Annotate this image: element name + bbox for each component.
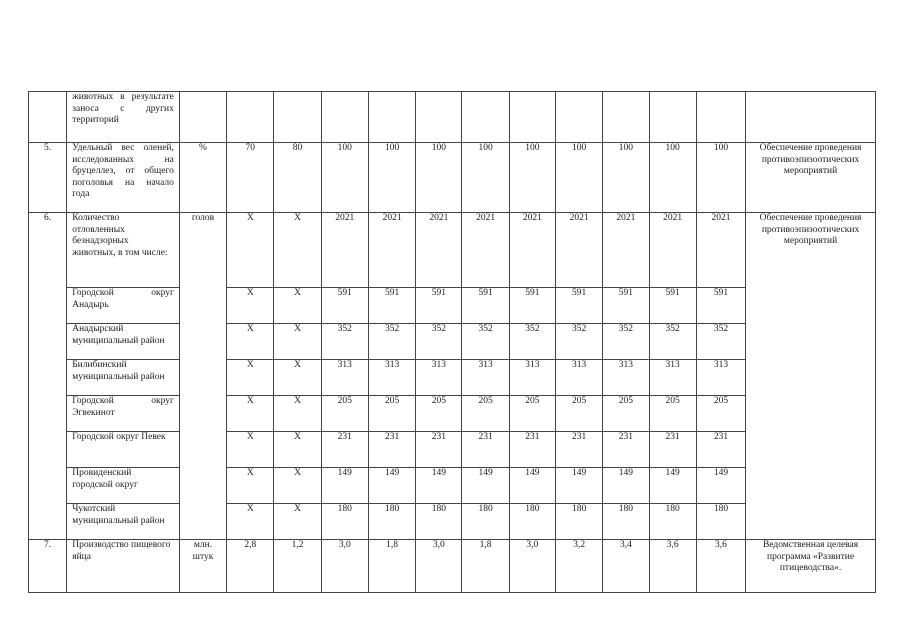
value-cell: 205: [556, 396, 603, 432]
value-cell: 2021: [321, 213, 368, 288]
value-cell: 2021: [462, 213, 509, 288]
district-name: Анадырский муниципальный район: [67, 324, 180, 360]
value-cell: 149: [368, 468, 415, 504]
value-cell: 352: [416, 324, 462, 360]
value-cell: Х: [227, 432, 274, 468]
value-cell: 205: [649, 396, 696, 432]
value-cell: 352: [509, 324, 555, 360]
value-cell: 313: [556, 360, 603, 396]
value-cell: 231: [321, 432, 368, 468]
value-cell: Х: [274, 360, 321, 396]
value-cell: 591: [368, 288, 415, 324]
value-cell: 231: [556, 432, 603, 468]
value-cell: 205: [368, 396, 415, 432]
value-cell: Х: [274, 504, 321, 540]
value-cell: Х: [274, 468, 321, 504]
value-cell: 100: [321, 143, 368, 213]
value-cell: 100: [368, 143, 415, 213]
value-cell: 180: [509, 504, 555, 540]
district-name: Городской округ Анадырь: [67, 288, 180, 324]
indicators-table: [28, 91, 876, 593]
value-cell: 352: [696, 324, 745, 360]
value-cell: 1,8: [368, 540, 415, 593]
value-cell: 352: [603, 324, 649, 360]
value-cell: 2021: [368, 213, 415, 288]
value-cell: Х: [227, 324, 274, 360]
unit-cell: [179, 92, 226, 143]
value-cell: 591: [321, 288, 368, 324]
value-cell: 205: [462, 396, 509, 432]
value-cell: 70: [227, 143, 274, 213]
value-cell: 231: [509, 432, 555, 468]
district-name: Провиденский городской округ: [67, 468, 180, 504]
value-cell: 2021: [603, 213, 649, 288]
value-cell: 231: [368, 432, 415, 468]
value-cell: 591: [603, 288, 649, 324]
value-cell: Х: [227, 396, 274, 432]
unit: голов: [179, 213, 226, 540]
value-cell: 313: [368, 360, 415, 396]
value-cell: 205: [603, 396, 649, 432]
value-cell: 2021: [509, 213, 555, 288]
value-cell: 2021: [649, 213, 696, 288]
value-cell: 180: [556, 504, 603, 540]
note: Обеспечение проведения противоэпизоотических мероприятий: [746, 143, 876, 213]
value-cell: 313: [462, 360, 509, 396]
value-cell: 313: [649, 360, 696, 396]
indicator-name: Удельный вес оленей, исследованных на бруцеллез, от общего поголовья на начало года: [67, 143, 180, 213]
table-row-6: [29, 213, 876, 288]
value-cell: 591: [649, 288, 696, 324]
value-cell: 205: [321, 396, 368, 432]
table-row-7: [29, 540, 876, 593]
value-cell: 2021: [696, 213, 745, 288]
value-cell: 313: [321, 360, 368, 396]
value-cell: 1,2: [274, 540, 321, 593]
value-cell: 352: [462, 324, 509, 360]
value-cell: 231: [462, 432, 509, 468]
value-cell: Х: [227, 213, 274, 288]
value-cell: 2,8: [227, 540, 274, 593]
value-cell: 100: [603, 143, 649, 213]
unit: %: [179, 143, 226, 213]
value-cell: 591: [509, 288, 555, 324]
value-cell: 100: [462, 143, 509, 213]
value-cell: Х: [227, 504, 274, 540]
value-cell: 149: [462, 468, 509, 504]
value-cell: 591: [416, 288, 462, 324]
district-name: Билибинский муниципальный район: [67, 360, 180, 396]
value-cell: 205: [509, 396, 555, 432]
value-cell: 231: [416, 432, 462, 468]
value-cell: 205: [416, 396, 462, 432]
value-cell: 149: [696, 468, 745, 504]
value-cell: 3,0: [509, 540, 555, 593]
value-cell: 231: [603, 432, 649, 468]
unit: млн. штук: [179, 540, 226, 593]
value-cell: 149: [509, 468, 555, 504]
row-number: 6.: [29, 213, 67, 540]
value-cell: 3,0: [321, 540, 368, 593]
note: Обеспечение проведения противоэпизоотических мероприятий: [746, 213, 876, 540]
note-cell: [746, 92, 876, 143]
value-cell: 352: [649, 324, 696, 360]
indicator-name-cell: животных в результате заноса с других территорий: [67, 92, 180, 143]
value-cell: 149: [603, 468, 649, 504]
value-cell: 313: [603, 360, 649, 396]
value-cell: 180: [603, 504, 649, 540]
district-name: Городской округ Эгвекинот: [67, 396, 180, 432]
indicator-name: Производство пищевого яйца: [67, 540, 180, 593]
row-number: 5.: [29, 143, 67, 213]
value-cell: 591: [556, 288, 603, 324]
value-cell: 3,0: [416, 540, 462, 593]
value-cell: 591: [462, 288, 509, 324]
value-cell: 2021: [556, 213, 603, 288]
value-cell: 352: [556, 324, 603, 360]
value-cell: Х: [274, 432, 321, 468]
value-cell: 231: [649, 432, 696, 468]
indicator-name: Количество отловленных безнадзорных животных, в том числе:: [67, 213, 180, 288]
value-cell: 2021: [416, 213, 462, 288]
value-cell: 3,2: [556, 540, 603, 593]
table-row-5: [29, 143, 876, 213]
value-cell: 205: [696, 396, 745, 432]
value-cell: 80: [274, 143, 321, 213]
district-name: Чукотский муниципальный район: [67, 504, 180, 540]
value-cell: 313: [416, 360, 462, 396]
value-cell: 100: [649, 143, 696, 213]
value-cell: 180: [321, 504, 368, 540]
value-cell: 149: [416, 468, 462, 504]
district-name: Городской округ Певек: [67, 432, 180, 468]
value-cell: 100: [556, 143, 603, 213]
table-row-continuation: [29, 92, 876, 143]
value-cell: Х: [227, 288, 274, 324]
note: Ведомственная целевая программа «Развитие птицеводства».: [746, 540, 876, 593]
value-cell: 313: [696, 360, 745, 396]
value-cell: 1,8: [462, 540, 509, 593]
value-cell: 180: [649, 504, 696, 540]
value-cell: 180: [368, 504, 415, 540]
value-cell: Х: [274, 288, 321, 324]
value-cell: 100: [696, 143, 745, 213]
value-cell: 591: [696, 288, 745, 324]
value-cell: 352: [368, 324, 415, 360]
value-cell: 180: [696, 504, 745, 540]
value-cell: 180: [416, 504, 462, 540]
value-cell: 149: [321, 468, 368, 504]
value-cell: Х: [227, 468, 274, 504]
value-cell: 149: [649, 468, 696, 504]
value-cell: 3,4: [603, 540, 649, 593]
value-cell: 149: [556, 468, 603, 504]
value-cell: 3,6: [696, 540, 745, 593]
value-cell: 100: [416, 143, 462, 213]
value-cell: 3,6: [649, 540, 696, 593]
value-cell: 100: [509, 143, 555, 213]
value-cell: Х: [274, 213, 321, 288]
value-cell: Х: [274, 396, 321, 432]
value-cell: 313: [509, 360, 555, 396]
value-cell: Х: [227, 360, 274, 396]
row-number: 7.: [29, 540, 67, 593]
row-number-cell: [29, 92, 67, 143]
value-cell: 231: [696, 432, 745, 468]
value-cell: Х: [274, 324, 321, 360]
value-cell: 180: [462, 504, 509, 540]
value-cell: 352: [321, 324, 368, 360]
